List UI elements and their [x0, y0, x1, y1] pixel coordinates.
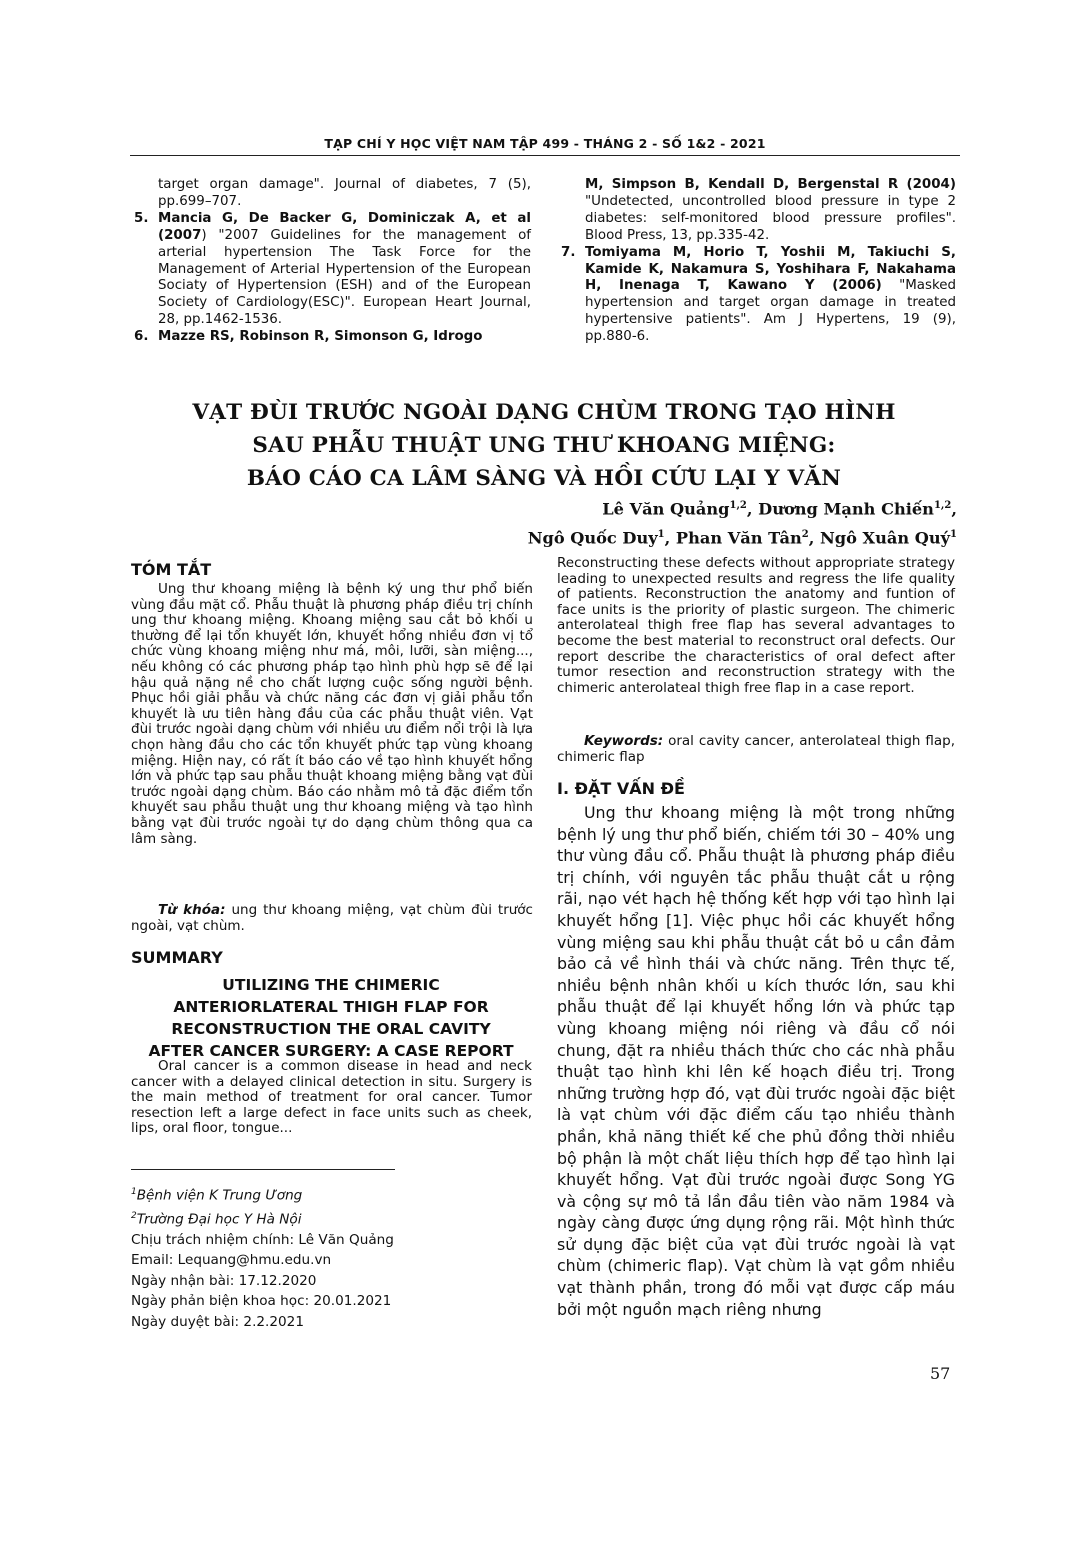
- summary-title-line-2: ANTERIORLATERAL THIGH FLAP FOR: [173, 998, 489, 1016]
- author-separator: ,: [664, 528, 676, 548]
- footnotes: [131, 1182, 531, 1332]
- footnote-marker: 2: [131, 1210, 137, 1221]
- reference-text: "Undetected, uncontrolled blood pressure in type 2 diabetes: self-monitored blood pressure profiles". Blood Press, 13, pp.335-42.: [585, 193, 956, 243]
- reference-authors: M, Simpson B, Kendall D, Bergenstal R (2004): [585, 177, 956, 192]
- running-header: TẠP CHÍ Y HỌC VIỆT NAM TẬP 499 - THÁNG 2 - SỐ 1&2 - 2021: [324, 136, 766, 151]
- reference-number: 5.: [134, 210, 149, 226]
- keywords-label: Từ khóa:: [158, 902, 226, 918]
- title-line-3: BÁO CÁO CA LÂM SÀNG VÀ HỒI CỨU LẠI Y VĂN: [246, 466, 842, 491]
- footnote-rule: [131, 1169, 395, 1170]
- introduction-heading: I. ĐẶT VẤN ĐỀ: [557, 779, 685, 798]
- reference-authors: Tomiyama M, Horio T, Yoshii M, Takiuchi S, Kamide K, Nakamura S, Yoshihara F, Nakahama H, Inenaga T, Kawano Y (2006): [585, 244, 956, 294]
- summary-title-line-4: AFTER CANCER SURGERY: A CASE REPORT: [148, 1042, 514, 1060]
- footnote-received: Ngày nhận bài: 17.12.2020: [131, 1272, 317, 1289]
- author-affiliation: 1: [950, 529, 957, 541]
- author-affiliation: 1: [657, 529, 665, 541]
- reference-4-continued: target organ damage". Journal of diabetes, 7 (5), pp.699–707.: [158, 177, 531, 209]
- footnote-accepted: Ngày duyệt bài: 2.2.2021: [131, 1313, 304, 1330]
- summary-title-line-3: RECONSTRUCTION THE ORAL CAVITY: [171, 1020, 491, 1038]
- author-line-1: [440, 493, 957, 522]
- summary-title-line-1: UTILIZING THE CHIMERIC: [222, 976, 440, 994]
- reference-7: [558, 245, 956, 346]
- footnote-responsible: Chịu trách nhiệm chính: Lê Văn Quảng: [131, 1231, 394, 1248]
- title-line-2: SAU PHẪU THUẬT UNG THƯ KHOANG MIỆNG:: [252, 433, 836, 458]
- author-affiliation: 1,2: [729, 500, 747, 511]
- abstract-body: Ung thư khoang miệng là bệnh ký ung thư phổ biến vùng đầu mặt cổ. Phẫu thuật là phương pháp điều trị chính ung thư khoang miệng. Khoang miệng sau cắt bỏ khối u thường để lại tổn khuyết lớn, khuyết hổng nhiều đơn vị tổ chức vùng khoang miệng như má, môi, lưỡi, sàn miệng..., nếu không có các phương pháp tạo hình phù hợp sẽ để lại hậu quả nặng nề cho chất lượng cuộc sống người bệnh. Phục hồi giải phẫu và chức năng các đơn vị giải phẫu tổn khuyết là ưu tiên hàng đầu của các phẫu thuật viên. Vạt đùi trước ngoài dạng chùm với nhiều ưu điểm nổi trội là lựa chọn hàng đầu cho các tổn khuyết phức tạp vùng khoang miệng. Hiện nay, có rất ít báo cáo về tạo hình khuyết hổng lớn và phức tạp sau phẫu thuật khoang miệng bằng vạt đùi trước ngoài dạng chùm. Báo cáo nhằm mô tả đặc điểm tổn khuyết sau phẫu thuật ung thư khoang miệng và tạo hình bằng vạt đùi trước ngoài tự do dạng chùm thông qua ca lâm sàng.: [131, 581, 533, 847]
- reference-text: ) "2007 Guidelines for the management of arterial hypertension The Task Force for the Management of Arterial Hypertension of the European Sociaty of Hypertension (ESH) and of the European Society of Cardiology(ESC)". European Heart Journal, 28, pp.1462-1536.: [158, 227, 531, 328]
- footnote-email: Email: Lequang@hmu.edu.vn: [131, 1252, 332, 1269]
- author-name: Phan Văn Tân: [675, 528, 802, 548]
- references-left-column: [131, 177, 531, 346]
- abstract-heading: TÓM TẮT: [131, 560, 212, 579]
- author-affiliation: 1,2: [933, 500, 952, 511]
- affiliation-name: Trường Đại học Y Hà Nội: [136, 1211, 302, 1228]
- keywords-text: oral cavity cancer, anterolateal thigh flap, chimeric flap: [557, 733, 955, 765]
- author-separator: ,: [746, 499, 759, 519]
- article-title: [130, 396, 958, 495]
- page-number: 57: [930, 1364, 951, 1383]
- summary-heading: SUMMARY: [131, 948, 223, 967]
- references-right-column: [558, 177, 956, 346]
- author-name: Ngô Xuân Quý: [819, 528, 951, 548]
- reference-authors: Mancia G, De Backer G, Dominiczak A, et al (2007: [158, 210, 531, 243]
- keywords-label: Keywords:: [584, 733, 664, 749]
- reference-number: 6.: [134, 329, 149, 345]
- reference-authors: Mazze RS, Robinson R, Simonson G, Idrogo: [158, 329, 483, 345]
- title-line-1: VẠT ĐÙI TRƯỚC NGOÀI DẠNG CHÙM TRONG TẠO HÌNH: [192, 400, 896, 425]
- reference-6: [131, 329, 531, 346]
- reference-5: [131, 211, 531, 329]
- author-name: Lê Văn Quảng: [602, 499, 730, 519]
- author-name: Dương Mạnh Chiến: [758, 499, 934, 519]
- summary-body-continued: Reconstructing these defects without appropriate strategy leading to unexpected results and regress the life quality of patients. Reconstruction the anatomy and funtion of face units is the priority of plastic surgeon. The chimeric anterolateal thigh free flap has several advantages to become the best material to reconstruct oral defects. Our report describe the characteristics of oral defect after tumor resection and reconstruction strategy with the chimeric anterolateal thigh free flap in a case report.: [557, 555, 955, 696]
- introduction-body: Ung thư khoang miệng là một trong những bệnh lý ung thư phổ biến, chiếm tới 30 – 40% ung thư vùng đầu cổ. Phẫu thuật là phương pháp điều trị chính, với nguyên tắc phẫu thuật cắt u rộng rãi, nạo vét hạch hệ thống kết hợp với tạo hình lại khuyết hổng [1]. Việc phục hồi các khuyết hổng vùng miệng sau khi phẫu thuật cắt bỏ u cần đảm bảo cả về hình thái và chức năng. Trên thực tế, nhiều bệnh nhân khối u kích thước lớn, sau khi phẫu thuật để lại khuyết hổng lớn và phức tạp vùng khoang miệng nói riêng và đầu cổ nói chung, đặt ra nhiều thách thức cho các nhà phẫu thuật tạo hình khi lên kế hoạch điều trị. Trong những trường hợp đó, vạt đùi trước ngoài đặc biệt là vạt chùm với đặc điểm cấu tạo nhiều thành phần, khả năng thiết kế che phủ đồng thời nhiều bộ phận là một chất liệu thích hợp để tạo hình lại khuyết hổng. Vạt đùi trước ngoài được Song YG và cộng sự mô tả lần đầu tiên vào năm 1984 và ngày càng được ứng dụng rộng rãi. Một hình thức sử dụng đặc biệt của vạt đùi trước ngoài là vạt chùm (chimeric flap). Vạt chùm là vạt gồm nhiều vạt thành phần, trong đó mỗi vạt được cấp máu bởi một nguồn mạch riêng nhưng: [557, 803, 955, 1319]
- footnote-affiliation-1: [131, 1182, 531, 1206]
- affiliation-name: Bệnh viện K Trung Ương: [136, 1187, 303, 1204]
- author-separator: ,: [808, 528, 820, 548]
- footnote-affiliation-2: [131, 1206, 531, 1230]
- footnote-marker: 1: [131, 1187, 137, 1197]
- header-rule: [130, 155, 960, 156]
- footnote-reviewed: Ngày phản biện khoa học: 20.01.2021: [131, 1293, 392, 1310]
- author-name: Ngô Quốc Duy: [527, 528, 658, 548]
- author-list: [440, 493, 957, 552]
- reference-number: 7.: [561, 244, 576, 260]
- summary-keywords: [557, 734, 955, 765]
- abstract-keywords: [131, 903, 533, 934]
- summary-body: Oral cancer is a common disease in head and neck cancer with a delayed clinical detection in situ. Surgery is the main method of treatment for oral cancer. Tumor resection left a large defect in face units such as cheek, lips, oral floor, tongue...: [131, 1058, 532, 1137]
- author-affiliation: 2: [801, 529, 809, 541]
- summary-title: [131, 974, 531, 1062]
- reference-6-continued: [558, 177, 956, 245]
- keywords-text: ung thư khoang miệng, vạt chùm đùi trước ngoài, vạt chùm.: [131, 902, 533, 934]
- reference-text: "Masked hypertension and target organ damage in treated hypertensive patients". Am J Hypertens, 19 (9), pp.880-6.: [585, 278, 956, 345]
- author-separator: ,: [951, 499, 957, 519]
- author-line-2: [440, 522, 957, 551]
